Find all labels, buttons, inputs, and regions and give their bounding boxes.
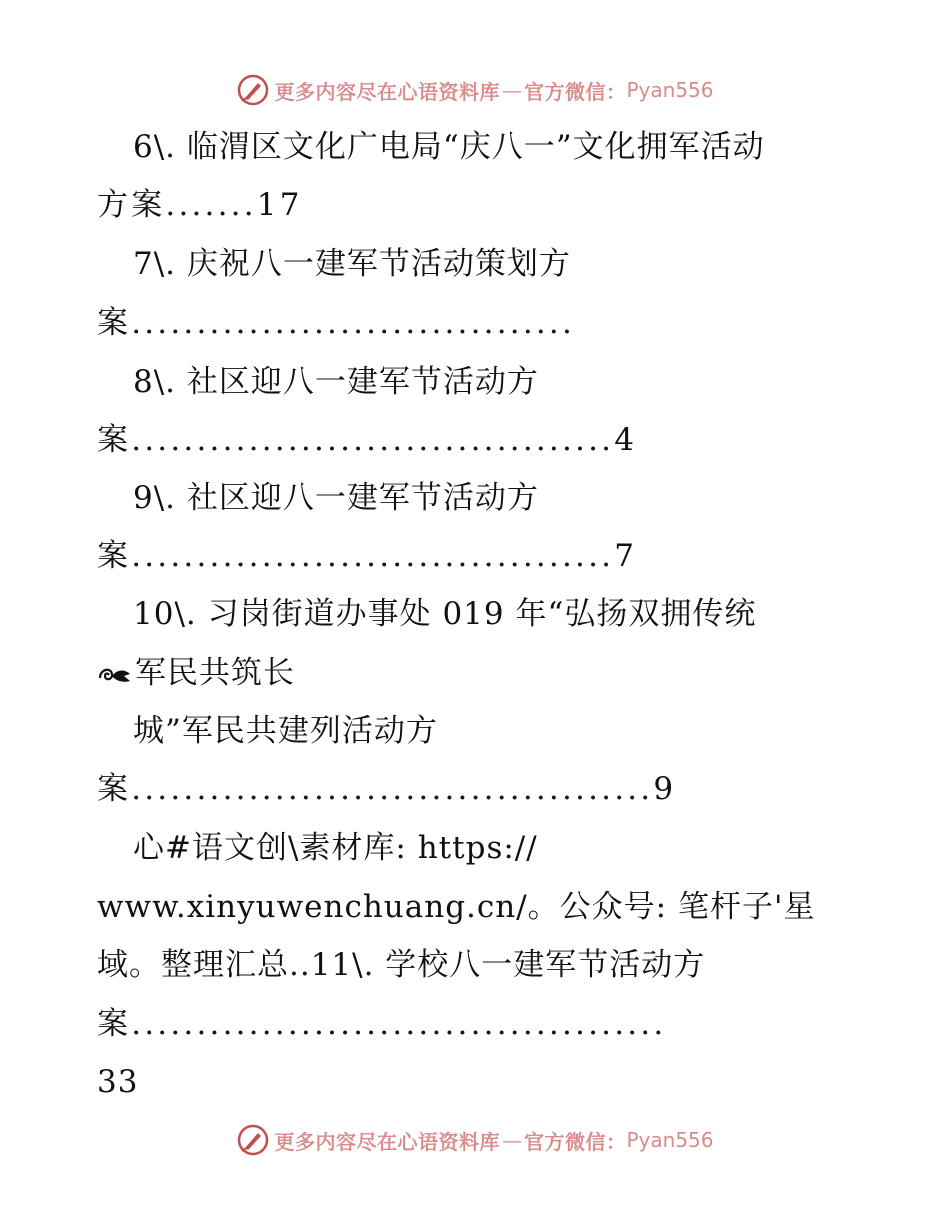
toc-line-10: 10\. 习岗街道办事处 019 年“弘扬双拥传统 xyxy=(133,596,757,632)
source-line-2: www.xinyuwenchuang.cn/。公众号: 笔杆子'星 xyxy=(97,889,816,925)
toc-line-7-cont xyxy=(97,303,575,343)
toc-dots: 案........................................9 xyxy=(97,771,677,807)
toc-line-8: 8\. 社区迎八一建军节活动方 xyxy=(133,364,539,400)
watermark-banner-bottom xyxy=(0,1120,950,1160)
toc-dots: 案.................................. xyxy=(97,305,576,341)
toc-line-11: 域。整理汇总..11\. 学校八一建军节活动方 xyxy=(97,947,706,983)
watermark-text: 更多内容尽在心语资料库 xyxy=(274,79,500,104)
watermark-banner-top xyxy=(0,70,950,110)
toc-line-10-cont2: 城”军民共建列活动方 xyxy=(133,713,438,749)
toc-line-10-text: 军民共筑长 xyxy=(135,655,295,691)
source-line-1: 心#语文创\素材库: https:// xyxy=(133,830,538,866)
toc-page-number: 33 xyxy=(97,1064,139,1100)
toc-line-6-cont xyxy=(97,185,303,225)
toc-dots: 案.....................................4 xyxy=(97,422,638,458)
toc-line-10-cont xyxy=(97,653,295,693)
toc-dots: 案.....................................7 xyxy=(97,538,638,574)
watermark-wechat-id: Pyan556 xyxy=(626,1128,714,1152)
toc-line-11-cont xyxy=(97,1004,666,1044)
quill-logo-icon xyxy=(236,1123,270,1157)
toc-line-9-cont xyxy=(97,536,637,576)
watermark-wechat-id: Pyan556 xyxy=(626,78,714,102)
watermark-text: 更多内容尽在心语资料库 xyxy=(274,1129,500,1154)
quill-logo-icon xyxy=(236,73,270,107)
watermark-wechat-label: 官方微信： xyxy=(523,1129,627,1154)
toc-dots: 方案.......17 xyxy=(97,187,303,223)
toc-line-7: 7\. 庆祝八一建军节活动策划方 xyxy=(133,246,571,282)
watermark-separator: — xyxy=(501,1128,522,1152)
toc-line-9: 9\. 社区迎八一建军节活动方 xyxy=(133,480,539,516)
toc-line-10-cont3 xyxy=(97,769,676,809)
swirl-ornament-icon xyxy=(97,662,133,688)
toc-dots: 案......................................... xyxy=(97,1006,667,1042)
watermark-separator: — xyxy=(501,78,522,102)
toc-line-6: 6\. 临渭区文化广电局“庆八一”文化拥军活动 xyxy=(133,129,765,165)
watermark-wechat-label: 官方微信： xyxy=(523,79,627,104)
toc-line-8-cont xyxy=(97,420,637,460)
